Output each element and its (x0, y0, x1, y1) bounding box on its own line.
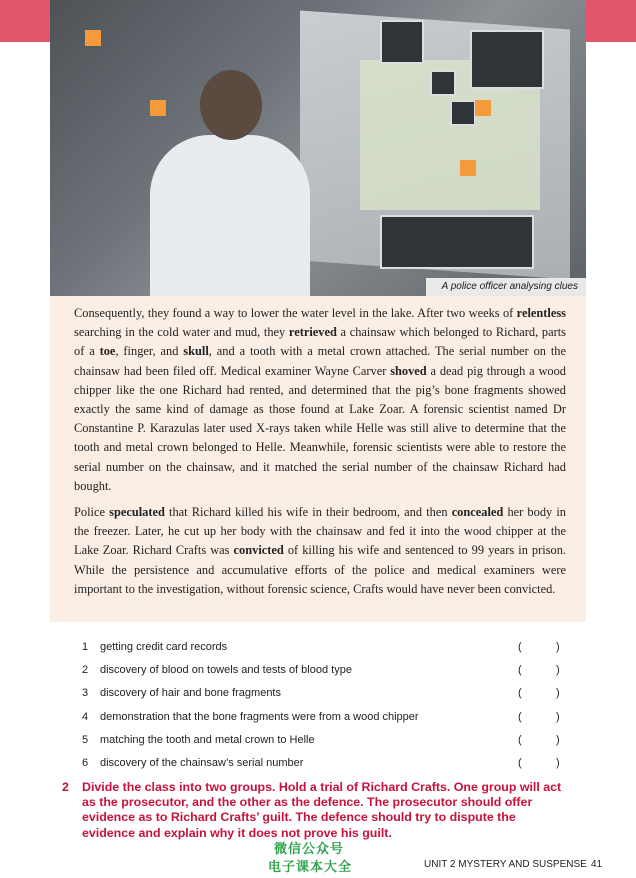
item-number: 4 (82, 710, 89, 723)
watermark-line-2: 电子课本大全 (268, 860, 353, 875)
officer-head (200, 70, 262, 140)
vocab-keyword: speculated (109, 505, 165, 519)
vocab-keyword: toe (99, 344, 116, 359)
answer-bracket-open: ( (518, 641, 522, 653)
item-text: discovery of blood on towels and tests of blood type (100, 664, 352, 677)
item-number: 1 (82, 641, 89, 653)
page-number: 41 (591, 859, 603, 870)
officer-shirt (150, 135, 310, 296)
sticky-note (460, 160, 476, 176)
item-text: getting credit card records (100, 641, 228, 653)
story-text: her body in the freezer. Later, he cut up her body with the chainsaw and fed it into the wood chipper at the Lake Zoar. Richard Crafts was (74, 505, 566, 558)
answer-bracket-open: ( (518, 710, 522, 723)
story-text: a chainsaw which belonged to Richard, parts of a (74, 325, 566, 359)
story-text: that Richard killed his wife in their bedroom, and then (164, 505, 452, 519)
evidence-checklist (80, 638, 580, 777)
watermark-line-1: 微信公众号 (274, 842, 345, 857)
answer-bracket-close: ) (556, 641, 560, 653)
answer-bracket-close: ) (556, 687, 560, 700)
evidence-photo (430, 70, 456, 96)
checklist-row (80, 731, 580, 754)
story-text: of killing his wife and sentenced to 99 years in prison. While the persistence and accumulative efforts of the police and medical examiners were important to the investigation, without forensic science, Crafts would have never been convicted. (74, 543, 567, 596)
vocab-keyword: retrieved (288, 325, 337, 340)
answer-bracket-open: ( (518, 687, 522, 700)
item-number: 3 (82, 687, 89, 700)
vocab-keyword: shoved (390, 363, 427, 378)
story-text: Consequently, they found a way to lower the water level in the lake. After two weeks of (74, 306, 517, 320)
story-text: a dead pig through a wood chipper like the one Richard had rented, and determined that the pig’s bone fragments showed exactly the same kind of damage as those found at Lake Zoar. A forensic scientist named Dr Constantine P. Karazulas later used X-rays taken while Helle was still alive to determine that the tooth and metal crown belonged to Helle. Meanwhile, forensic scientists were able to restore the serial number on the chainsaw, and it matched the serial number of the chainsaw Richard had bought. (74, 363, 566, 493)
sticky-note (475, 100, 491, 116)
answer-bracket-close: ) (556, 664, 560, 677)
corner-tab-right (586, 0, 636, 42)
evidence-photo (450, 100, 476, 126)
vocab-keyword: skull (183, 344, 209, 359)
answer-bracket-open: ( (518, 756, 522, 769)
answer-bracket-close: ) (556, 756, 560, 769)
evidence-photo (380, 20, 424, 64)
checklist-row (80, 754, 580, 777)
corner-tab-left (0, 0, 50, 42)
task-instructions: Divide the class into two groups. Hold a trial of Richard Crafts. One group will act as the prosecutor, and the other as the defence. The prosecutor should offer evidence as to Richard Crafts’ guilt. The defence should try to dispute the evidence and explain why it does not prove his guilt. (82, 780, 562, 840)
sticky-note (85, 30, 101, 46)
photo-police-officer (50, 0, 586, 296)
answer-bracket-close: ) (556, 733, 560, 746)
item-text: discovery of hair and bone fragments (100, 687, 281, 700)
evidence-photo (380, 215, 534, 269)
task-number: 2 (62, 780, 69, 794)
officer-figure (140, 70, 310, 296)
photo-caption: A police officer analysing clues (441, 281, 578, 292)
story-text: , and a tooth with a metal crown attached. The serial number on the chainsaw had been filed off. Medical examiner Wayne Carver (74, 344, 566, 378)
checklist-row (80, 661, 580, 684)
item-number: 5 (82, 733, 89, 746)
answer-bracket-close: ) (556, 710, 560, 723)
story-text: Police (74, 505, 110, 519)
vocab-keyword: convicted (233, 543, 284, 558)
vocab-keyword: relentless (516, 306, 566, 320)
unit-footer: UNIT 2 MYSTERY AND SUSPENSE (424, 859, 587, 870)
vocab-keyword: concealed (451, 505, 504, 519)
story-text: , finger, and (115, 344, 184, 359)
checklist-row (80, 684, 580, 707)
item-text: discovery of the chainsaw’s serial number (100, 756, 304, 769)
story-paragraph-1 (74, 304, 566, 496)
answer-bracket-open: ( (518, 733, 522, 746)
story-paragraph-2 (74, 503, 566, 599)
story-text: searching in the cold water and mud, they (74, 325, 289, 340)
evidence-photo (470, 30, 544, 89)
answer-bracket-open: ( (518, 664, 522, 677)
item-text: matching the tooth and metal crown to Helle (100, 733, 315, 746)
item-number: 6 (82, 756, 89, 769)
checklist-row (80, 638, 580, 661)
item-number: 2 (82, 664, 89, 677)
item-text: demonstration that the bone fragments were from a wood chipper (100, 710, 419, 723)
checklist-row (80, 708, 580, 731)
